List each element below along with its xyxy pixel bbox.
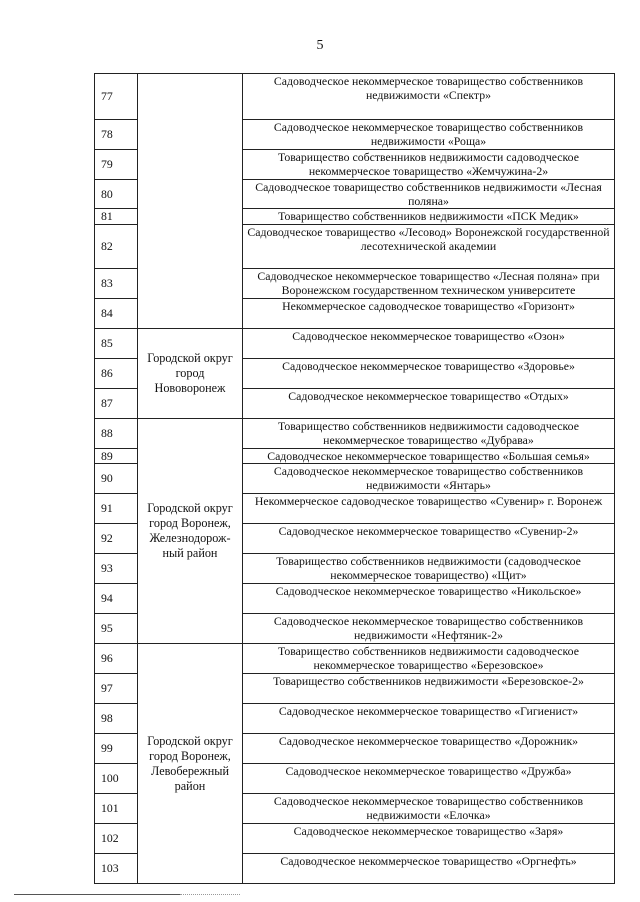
organization-name: Товарищество собственников недвижимости (садоводческое некоммерческое товарищество) «Щит» [243,554,615,584]
organization-name: Садоводческое товарищество собственников недвижимости «Лесная поляна» [243,179,615,209]
row-number: 97 [95,674,138,704]
row-number: 102 [95,824,138,854]
row-number: 77 [95,74,138,120]
organization-name: Садоводческое некоммерческое товарищество «Дружба» [243,764,615,794]
organization-name: Садоводческое некоммерческое товарищество «Гигиенист» [243,704,615,734]
registry-table [94,73,615,884]
organization-name: Товарищество собственников недвижимости садоводческое некоммерческое товарищество «Дубрава» [243,418,615,448]
organization-name: Товарищество собственников недвижимости садоводческое некоммерческое товарищество «Жемчужина-2» [243,149,615,179]
footer-rule [14,894,180,895]
district-cell: Городской округ город Нововоронеж [138,328,243,418]
organization-name: Некоммерческое садоводческое товарищество «Горизонт» [243,298,615,328]
organization-name: Садоводческое некоммерческое товарищество «Лесная поляна» при Воронежском государственном техническом университете [243,268,615,298]
organization-name: Садоводческое некоммерческое товарищество «Дорожник» [243,734,615,764]
row-number: 80 [95,179,138,209]
row-number: 82 [95,224,138,268]
organization-name: Садоводческое некоммерческое товарищество «Сувенир-2» [243,524,615,554]
row-number: 87 [95,388,138,418]
row-number: 98 [95,704,138,734]
organization-name: Садоводческое некоммерческое товарищество «Большая семья» [243,448,615,463]
table-row [95,644,615,674]
row-number: 81 [95,209,138,224]
district-cell [138,74,243,329]
organization-name: Садоводческое некоммерческое товарищество «Оргнефть» [243,854,615,884]
table-row [95,418,615,448]
organization-name: Садоводческое некоммерческое товарищество «Никольское» [243,584,615,614]
row-number: 93 [95,554,138,584]
organization-name: Садоводческое некоммерческое товарищество собственников недвижимости «Спектр» [243,74,615,120]
row-number: 96 [95,644,138,674]
row-number: 78 [95,120,138,150]
organization-name: Садоводческое некоммерческое товарищество собственников недвижимости «Роща» [243,120,615,150]
row-number: 86 [95,358,138,388]
organization-name: Садоводческое некоммерческое товарищество «Заря» [243,824,615,854]
district-cell: Городской округ город Воронеж, Железнодорож-ный район [138,418,243,643]
row-number: 101 [95,794,138,824]
footer-rule-dotted [180,894,240,895]
row-number: 85 [95,328,138,358]
row-number: 89 [95,448,138,463]
row-number: 99 [95,734,138,764]
district-cell: Городской округ город Воронеж, Левобережный район [138,644,243,884]
row-number: 94 [95,584,138,614]
row-number: 103 [95,854,138,884]
row-number: 92 [95,524,138,554]
organization-name: Садоводческое некоммерческое товарищество собственников недвижимости «Янтарь» [243,464,615,494]
row-number: 91 [95,494,138,524]
row-number: 84 [95,298,138,328]
organization-name: Садоводческое некоммерческое товарищество собственников недвижимости «Нефтяник-2» [243,614,615,644]
organization-name: Товарищество собственников недвижимости садоводческое некоммерческое товарищество «Березовское» [243,644,615,674]
organization-name: Садоводческое некоммерческое товарищество собственников недвижимости «Елочка» [243,794,615,824]
row-number: 79 [95,149,138,179]
row-number: 83 [95,268,138,298]
row-number: 100 [95,764,138,794]
organization-name: Садоводческое некоммерческое товарищество «Отдых» [243,388,615,418]
row-number: 88 [95,418,138,448]
organization-name: Садоводческое некоммерческое товарищество «Озон» [243,328,615,358]
row-number: 90 [95,464,138,494]
row-number: 95 [95,614,138,644]
organization-name: Некоммерческое садоводческое товарищество «Сувенир» г. Воронеж [243,494,615,524]
organization-name: Товарищество собственников недвижимости «Березовское-2» [243,674,615,704]
organization-name: Садоводческое некоммерческое товарищество «Здоровье» [243,358,615,388]
organization-name: Садоводческое товарищество «Лесовод» Воронежской государственной лесотехнической академии [243,224,615,268]
organization-name: Товарищество собственников недвижимости «ПСК Медик» [243,209,615,224]
table-row [95,328,615,358]
table-row [95,74,615,120]
page-number: 5 [316,38,324,53]
